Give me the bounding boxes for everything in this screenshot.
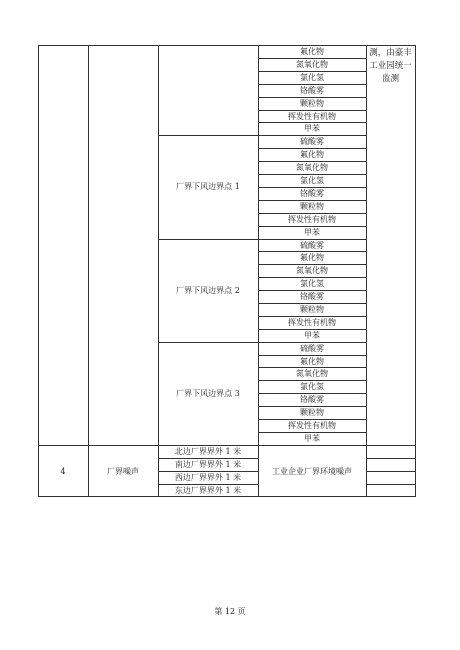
- pollutant-cell: 颗粒物: [300, 99, 324, 108]
- row-divider: [366, 484, 416, 485]
- pollutant-cell: 氯化氢: [300, 73, 324, 82]
- pollutant-cell: 挥发性有机物: [288, 215, 336, 224]
- column-divider: [366, 45, 367, 497]
- pollutant-cell: 甲苯: [304, 434, 320, 443]
- pollutant-cell: 甲苯: [304, 331, 320, 340]
- table-left-border: [38, 45, 39, 497]
- column-divider: [158, 45, 159, 497]
- noise-location-cell: 南边厂界界外 1 米: [174, 460, 242, 469]
- row-index-cell: 4: [60, 466, 66, 476]
- pollutant-cell: 氯化氢: [300, 176, 324, 185]
- pollutant-cell: 铬酸雾: [300, 189, 324, 198]
- page-number: 第 12 页: [214, 607, 246, 616]
- pollutant-cell: 铬酸雾: [300, 86, 324, 95]
- pollutant-cell: 甲苯: [304, 124, 320, 133]
- row-divider: [366, 471, 416, 472]
- pollutant-cell: 颗粒物: [300, 305, 324, 314]
- pollutant-cell: 挥发性有机物: [288, 112, 336, 121]
- pollutant-cell: 挥发性有机物: [288, 421, 336, 430]
- pollutant-cell: 氟化物: [300, 150, 324, 159]
- noise-location-cell: 北边厂界界外 1 米: [174, 447, 242, 456]
- pollutant-cell: 氮氧化物: [296, 266, 328, 275]
- pollutant-cell: 氮氧化物: [296, 369, 328, 378]
- pollutant-cell: 铬酸雾: [300, 395, 324, 404]
- table-right-border: [415, 45, 416, 497]
- monitoring-type-cell: 厂界噪声: [107, 466, 139, 476]
- pollutant-cell: 氮氧化物: [296, 163, 328, 172]
- column-divider: [88, 45, 89, 497]
- monitoring-point-cell: 厂界下风边界点 2: [176, 286, 240, 295]
- pollutant-cell: 甲苯: [304, 228, 320, 237]
- row-divider: [366, 458, 416, 459]
- standard-cell: 工业企业厂界环境噪声: [272, 466, 352, 476]
- pollutant-cell: 颗粒物: [300, 202, 324, 211]
- pollutant-cell: 氟化物: [300, 253, 324, 262]
- pollutant-cell: 氟化物: [300, 47, 324, 56]
- remark-cell: 测，由豪丰工业园统一监测: [369, 48, 412, 84]
- table-bottom-border: [38, 496, 416, 497]
- noise-location-cell: 东边厂界界外 1 米: [174, 486, 242, 495]
- pollutant-cell: 氯化氢: [300, 382, 324, 391]
- pollutant-cell: 硫酸雾: [300, 241, 324, 250]
- pollutant-cell: 颗粒物: [300, 408, 324, 417]
- pollutant-cell: 挥发性有机物: [288, 318, 336, 327]
- pollutant-cell: 氯化氢: [300, 279, 324, 288]
- pollutant-cell: 铬酸雾: [300, 292, 324, 301]
- monitoring-point-cell: 厂界下风边界点 3: [176, 389, 240, 398]
- pollutant-cell: 硫酸雾: [300, 344, 324, 353]
- pollutant-cell: 氟化物: [300, 357, 324, 366]
- noise-location-cell: 西边厂界界外 1 米: [174, 473, 242, 482]
- pollutant-cell: 硫酸雾: [300, 137, 324, 146]
- monitoring-point-cell: 厂界下风边界点 1: [176, 182, 240, 191]
- pollutant-cell: 氮氧化物: [296, 60, 328, 69]
- column-divider: [258, 45, 259, 497]
